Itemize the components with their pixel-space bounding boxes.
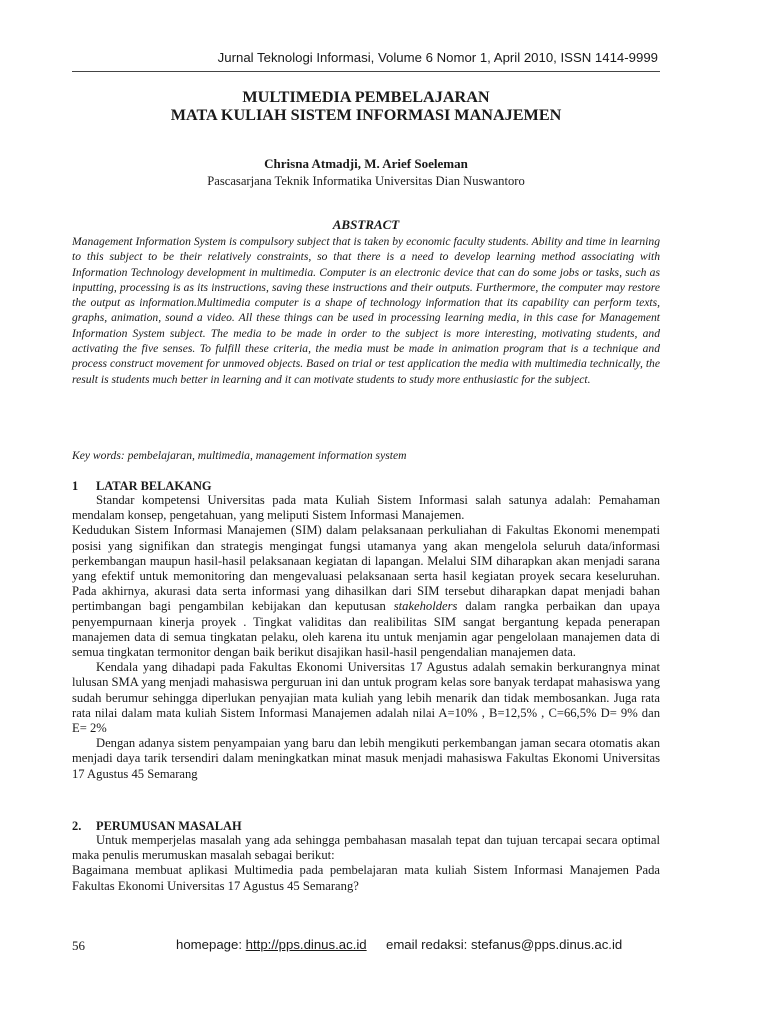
section-1-paragraph-4: Dengan adanya sistem penyampaian yang baru dan lebih mengikuti perkembangan jaman secara otomatis akan menjadi daya tarik tersendiri dalam meningkatkan minat masuk menjadi mahasiswa Fakultas Ekonomi Universitas 17 Agustus 45 Semarang (72, 736, 660, 781)
section-2-number: 2. (72, 819, 82, 833)
homepage-link[interactable]: http://pps.dinus.ac.id (245, 937, 367, 952)
section-2-paragraph-2: Bagaimana membuat aplikasi Multimedia pada pembelajaran mata kuliah Sistem Informasi Manajemen Pada Fakultas Ekonomi Universitas 17 Agustus 45 Semarang? (72, 863, 660, 893)
section-1-paragraph-2-end: dalam rangka perbaikan dan upaya penyempurnaan kinerja proyek . Tingkat validitas dan realibilitas SIM sangat bergantung kepada penerapan manajemen data di semua tingkatan pelaku, oleh karena itu untuk menjamin agar pengelolaan manajemen data di semua tingkatan termonitor dengan baik berikut disajikan hasil-hasil pengendalian manajemen data. (72, 599, 660, 660)
section-1-number: 1 (72, 479, 79, 493)
email-address[interactable]: stefanus@pps.dinus.ac.id (471, 937, 623, 952)
page-number: 56 (72, 938, 85, 953)
homepage-label: homepage: (176, 937, 242, 952)
stakeholders-term: stakeholders (393, 599, 458, 614)
abstract-body: Management Information System is compulsory subject that is taken by economic faculty students. Ability and time in learning to this subject to be their relatively constraints, so that there is a need to develop learning method associating with Information Technology development in multimedia. Computer is an electronic device that can do some jobs or tasks, such as inputting, processing is as its instructions, saving these instructions and their outputs. Furthermore, the computer may restore the output as information.Multimedia computer is a shape of technology information that its capability can perform texts, graphs, animation, sound a video. All these things can be used in processing learning media, in this case for Management Information System subject. The media to be made in order to the subject is more interesting, motivating students, and activating the five senses. To fulfill these criteria, the media must be made in animation program that is a technique and process construct movement for unmoved objects. Based on trial or test application the media with multimedia technically, the result is students much better in learning and it can motivate students to study more enthusiastic for the subject. (72, 235, 660, 386)
section-2-heading (72, 819, 242, 834)
section-2-paragraph-1: Untuk memperjelas masalah yang ada sehingga pembahasan masalah tepat dan tujuan tercapai secara optimal maka penulis merumuskan masalah sebagai berikut: (72, 833, 660, 863)
journal-header: Jurnal Teknologi Informasi, Volume 6 Nomor 1, April 2010, ISSN 1414-9999 (217, 50, 658, 65)
section-1-paragraph-2 (72, 523, 660, 660)
section-1-body (72, 493, 660, 782)
section-1-paragraph-3: Kendala yang dihadapi pada Fakultas Ekonomi Universitas 17 Agustus adalah semakin berkurangnya minat lulusan SMA yang menjadi mahasiswa perguruan ini dan untuk program kelas sore banyak terdapat mahasiswa yang sudah berumur sehingga diperlukan penyajian mata kuliah yang lebih menarik dan tidak membosankan. Juga rata rata nilai dalam mata kuliah Sistem Informasi Manajemen adalah nilai A=10% , B=12,5% , C=66,5% D= 9% dan E= 2% (72, 660, 660, 736)
section-2-title: PERUMUSAN MASALAH (96, 819, 242, 833)
section-1-heading (72, 479, 212, 494)
email-label: email redaksi: (385, 937, 468, 952)
title-line-2: MATA KULIAH SISTEM INFORMASI MANAJEMEN (170, 106, 562, 124)
footer-links (176, 937, 622, 952)
title-line-1: MULTIMEDIA PEMBELAJARAN (242, 88, 490, 106)
section-2-body (72, 833, 660, 894)
authors: Chrisna Atmadji, M. Arief Soeleman (264, 156, 468, 171)
section-1-paragraph-2-start: Kedudukan Sistem Informasi Manajemen (SIM) dalam pelaksanaan perkuliahan di Fakultas Ekonomi menempati posisi yang signifikan dan strategis mengingat fungsi utamanya yang akan mengelola seluruh data/informasi perkembangan maupun hasil-hasil pelaksanaan kegiatan di lapangan. Melalui SIM diharapkan akan menjadi sarana yang efektif untuk memonitoring dan mengevaluasi pelaksanaan serta hasil kegiatan proyek secara keseluruhan. Pada akhirnya, akurasi data serta informasi yang dihasilkan dari SIM tersebut diharapkan dapat menjadi bahan pertimbangan bagi pengambilan kebijakan dan keputusan (72, 523, 660, 614)
keywords: Key words: pembelajaran, multimedia, management information system (72, 449, 407, 462)
affiliation: Pascasarjana Teknik Informatika Universitas Dian Nuswantoro (207, 174, 525, 188)
section-1-paragraph-1: Standar kompetensi Universitas pada mata Kuliah Sistem Informasi salah satunya adalah: Pemahaman mendalam konsep, pengetahuan, yang meliputi Sistem Informasi Manajemen. (72, 493, 660, 523)
abstract-heading: ABSTRACT (332, 217, 400, 232)
header-rule (72, 71, 660, 72)
section-1-title: LATAR BELAKANG (96, 479, 212, 493)
paper-title (0, 88, 732, 124)
